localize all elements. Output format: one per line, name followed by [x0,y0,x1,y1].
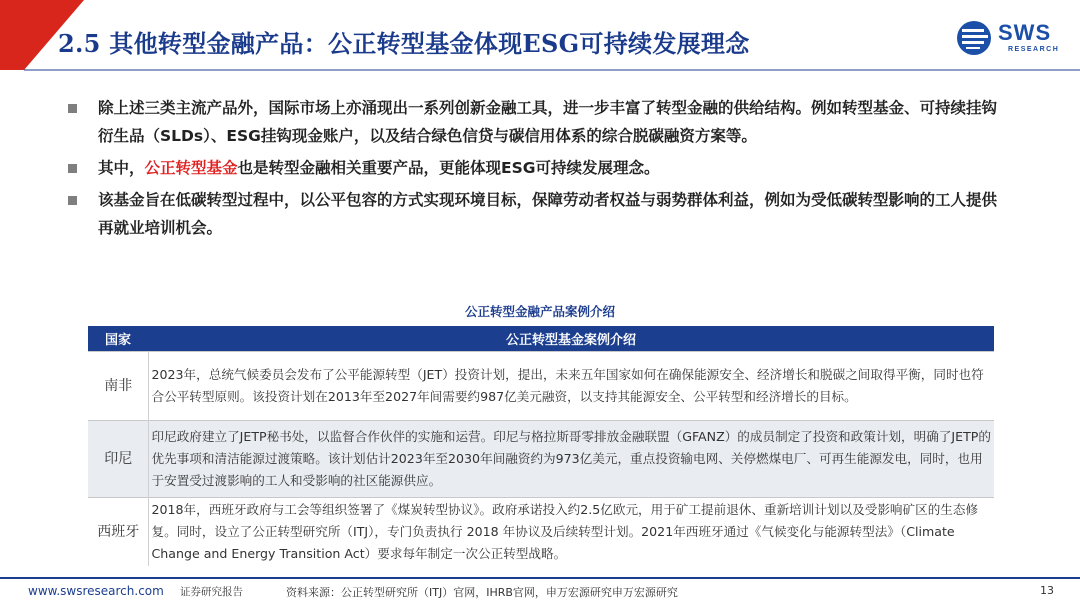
bullet-square-icon [68,196,77,205]
bullet-list [68,94,998,246]
description-cell: 印尼政府建立了JETP秘书处，以监督合作伙伴的实施和运营。印尼与格拉斯哥零排放金融联盟（GFANZ）的成员制定了投资和政策计划，明确了JETP的优先事项和清洁能源过渡策略。该计划估计2023年至2030年间融资约为973亿美元，重点投资输电网、关停燃煤电厂、可再生能源发电，同时，也用于安置受过渡影响的工人和受影响的社区能源供应。 [148,421,994,498]
country-cell: 印尼 [88,421,148,498]
table-title: 公正转型金融产品案例介绍 [464,304,615,319]
column-header-country: 国家 [88,326,148,352]
page-number: 13 [1040,584,1054,597]
country-cell: 西班牙 [88,498,148,567]
page-title: 2.5 其他转型金融产品：公正转型基金体现ESG可持续发展理念 [58,29,750,58]
bullet-item: 其中，公正转型基金也是转型金融相关重要产品，更能体现ESG可持续发展理念。 [68,154,998,182]
slide-header [0,0,1080,80]
description-cell: 2018年，西班牙政府与工会等组织签署了《煤炭转型协议》。政府承诺投入约2.5亿欧元，用于矿工提前退休、重新培训计划以及受影响矿区的生态修复。同时，设立了公正转型研究所（ITJ），专门负责执行 2018 年协议及后续转型计划。2021年西班牙通过《气候变化与能源转型法》（Climate Change and Energy Transition Act）要求每年制定一次公正转型战略。 [148,498,994,567]
case-table [88,326,994,566]
column-header-description: 公正转型基金案例介绍 [148,326,994,352]
footer-divider [0,577,1080,579]
table-header-row [88,326,994,352]
bullet-square-icon [68,164,77,173]
country-cell: 南非 [88,352,148,421]
bullet-item: 该基金旨在低碳转型过程中，以公平包容的方式实现环境目标，保障劳动者权益与弱势群体利益，例如为受低碳转型影响的工人提供再就业培训机会。 [68,186,998,242]
footer-report-label: 证券研究报告 [180,586,243,598]
table-row [88,352,994,421]
table-row [88,498,994,567]
logo-subtext: RESEARCH [1008,46,1060,53]
description-cell: 2023年，总统气候委员会发布了公平能源转型（JET）投资计划，提出，未来五年国家如何在确保能源安全、经济增长和脱碳之间取得平衡，同时也符合公平转型原则。该投资计划在2013年至2027年间需要约987亿美元融资，以支持其能源安全、公平转型和经济增长的目标。 [148,352,994,421]
footer-website-link[interactable]: www.swsresearch.com [28,584,164,598]
bullet-square-icon [68,104,77,113]
logo-text: SWS [998,20,1052,45]
sws-logo-icon [956,20,994,56]
highlight-text: 公正转型基金 [144,159,238,177]
bullet-item: 除上述三类主流产品外，国际市场上亦涌现出一系列创新金融工具，进一步丰富了转型金融的供给结构。例如转型基金、可持续挂钩衍生品（SLDs）、ESG挂钩现金账户，以及结合绿色信贷与碳信用体系的综合脱碳融资方案等。 [68,94,998,150]
footer-source: 资料来源：公正转型研究所（ITJ）官网，IHRB官网，申万宏源研究申万宏源研究 [286,586,678,599]
sws-logo [956,18,1064,58]
table-row [88,421,994,498]
